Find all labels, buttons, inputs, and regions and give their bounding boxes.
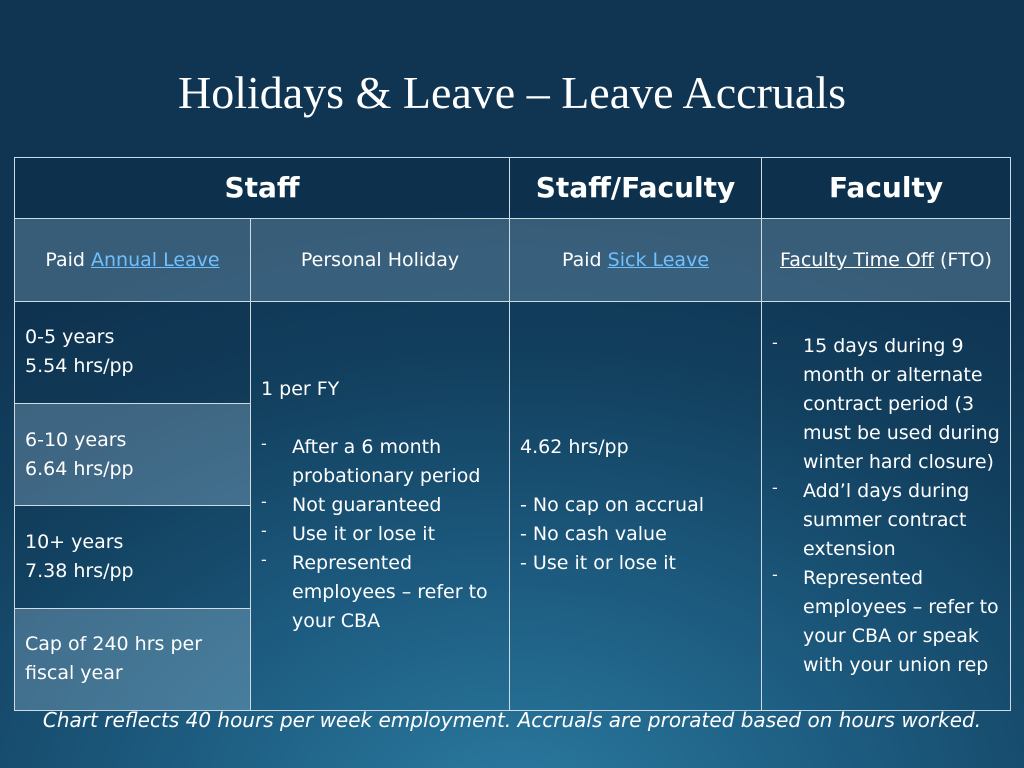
list-item: - Use it or lose it — [261, 520, 499, 549]
annual-leave-link[interactable]: Annual Leave — [91, 248, 220, 271]
sick-item: - Use it or lose it — [520, 552, 676, 575]
fto-details — [762, 301, 1011, 710]
tier-rate: 6.64 hrs/pp — [25, 457, 134, 480]
tier-years: 10+ years — [25, 531, 124, 554]
annual-tier-10-plus — [15, 506, 251, 608]
list-item: - Represented employees – refer to your CBA or speak with your union rep — [772, 564, 1000, 680]
sick-item: - No cap on accrual — [520, 494, 704, 517]
list-item: - 15 days during 9 month or alternate contract period (3 must be used during winter hard closure) — [772, 332, 1000, 477]
subheader-sick-leave — [510, 218, 762, 301]
sick-leave-head: 4.62 hrs/pp — [520, 436, 629, 459]
header-staff: Staff — [15, 158, 510, 219]
annual-cap: Cap of 240 hrs per fiscal year — [15, 608, 251, 710]
leave-accruals-table — [14, 157, 1011, 711]
sick-prefix: Paid — [562, 248, 608, 271]
personal-holiday-list — [261, 433, 499, 636]
page-title: Holidays & Leave – Leave Accruals — [177, 67, 846, 118]
annual-prefix: Paid — [45, 248, 92, 271]
header-staff-faculty: Staff/Faculty — [510, 158, 762, 219]
annual-tier-0-5 — [15, 301, 251, 403]
list-item: - Represented employees – refer to your CBA — [261, 549, 499, 636]
tier-rate: 7.38 hrs/pp — [25, 560, 134, 583]
personal-holiday-head: 1 per FY — [261, 378, 340, 401]
footnote: Chart reflects 40 hours per week employment. Accruals are prorated based on hours worked. — [42, 708, 982, 732]
header-faculty: Faculty — [762, 158, 1011, 219]
annual-tier-6-10 — [15, 404, 251, 506]
subheader-personal-holiday: Personal Holiday — [251, 218, 510, 301]
personal-holiday-details — [251, 301, 510, 710]
sick-item: - No cash value — [520, 523, 667, 546]
list-item: - After a 6 month probationary period — [261, 433, 499, 491]
list-item: - Add’l days during summer contract extension — [772, 477, 1000, 564]
list-item: - Not guaranteed — [261, 491, 499, 520]
sick-leave-link[interactable]: Sick Leave — [607, 248, 710, 271]
tier-years: 6-10 years — [25, 428, 127, 451]
subheader-fto — [762, 218, 1011, 301]
subheader-annual-leave — [15, 218, 251, 301]
tier-rate: 5.54 hrs/pp — [25, 355, 134, 378]
sick-leave-details — [510, 301, 762, 710]
tier-years: 0-5 years — [25, 326, 115, 349]
fto-list — [772, 332, 1000, 680]
fto-suffix: (FTO) — [933, 248, 992, 271]
fto-link[interactable]: Faculty Time Off — [780, 248, 934, 271]
